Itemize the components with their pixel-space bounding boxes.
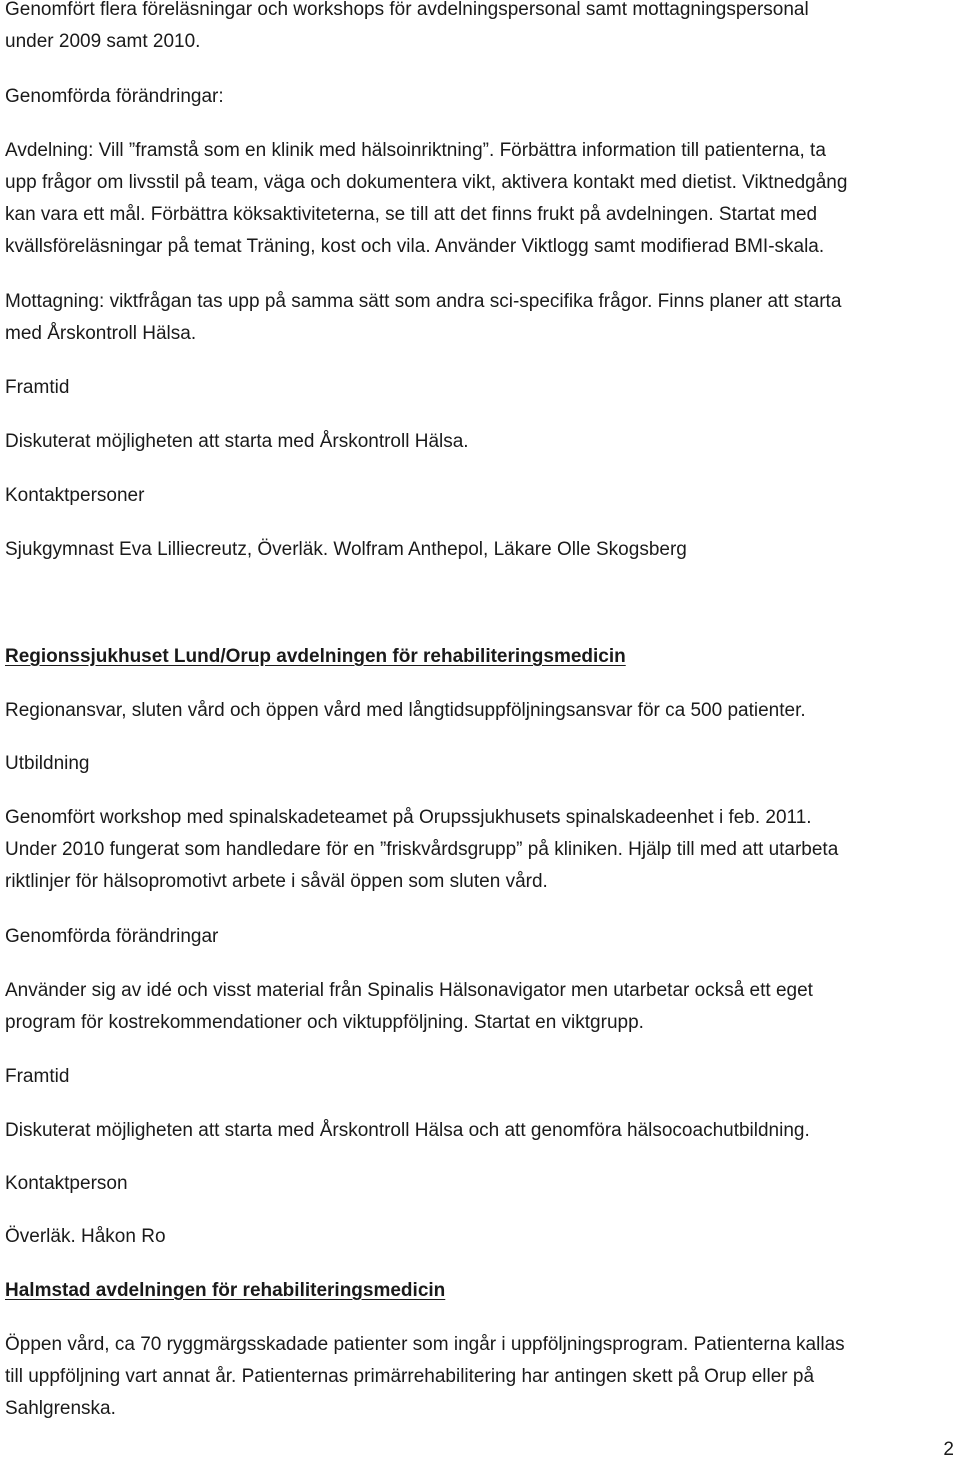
- lund-changes-heading: Genomförda förändringar: [5, 926, 219, 947]
- reception-line-2: med Årskontroll Hälsa.: [5, 323, 197, 344]
- education-line-2: Under 2010 fungerat som handledare för en ”friskvårdsgrupp” på kliniken. Hjälp till med att utarbeta: [5, 839, 839, 860]
- changes-heading: Genomförda förändringar:: [5, 86, 224, 107]
- halmstad-line-2: till uppföljning vart annat år. Patienternas primärrehabilitering har antingen skett på Orup eller på: [5, 1366, 815, 1387]
- page-number: 2: [943, 1439, 954, 1460]
- section-title-halmstad: Halmstad avdelningen för rehabiliteringsmedicin: [5, 1280, 446, 1301]
- intro-line-2: under 2009 samt 2010.: [5, 31, 201, 52]
- lund-intro: Regionansvar, sluten vård och öppen vård med långtidsuppföljningsansvar för ca 500 patienter.: [5, 700, 806, 721]
- education-line-3: riktlinjer för hälsopromotivt arbete i såväl öppen som sluten vård.: [5, 871, 548, 892]
- changes-line-3: kan vara ett mål. Förbättra köksaktiviteterna, se till att det finns frukt på avdelningen. Startat med: [5, 204, 818, 225]
- lund-future-heading: Framtid: [5, 1066, 70, 1087]
- changes-line-2: upp frågor om livsstil på team, väga och dokumentera vikt, aktivera kontakt med dietist. Viktnedgång: [5, 172, 848, 193]
- changes-line-4: kvällsföreläsningar på temat Träning, kost och vila. Använder Viktlogg samt modifierad BMI-skala.: [5, 236, 825, 257]
- lund-contact-text: Överläk. Håkon Ro: [5, 1226, 166, 1247]
- future-heading: Framtid: [5, 377, 70, 398]
- future-text: Diskuterat möjligheten att starta med Årskontroll Hälsa.: [5, 431, 469, 452]
- intro-line-1: Genomfört flera föreläsningar och workshops för avdelningspersonal samt mottagningspersonal: [5, 0, 809, 20]
- contacts-text: Sjukgymnast Eva Lilliecreutz, Överläk. Wolfram Anthepol, Läkare Olle Skogsberg: [5, 539, 687, 560]
- lund-changes-line-1: Använder sig av idé och visst material från Spinalis Hälsonavigator men utarbetar också ett eget: [5, 980, 813, 1001]
- education-heading: Utbildning: [5, 753, 90, 774]
- section-title-lund-orup: Regionssjukhuset Lund/Orup avdelningen för rehabiliteringsmedicin: [5, 646, 626, 667]
- reception-line-1: Mottagning: viktfrågan tas upp på samma sätt som andra sci-specifika frågor. Finns planer att starta: [5, 291, 842, 312]
- halmstad-line-1: Öppen vård, ca 70 ryggmärgsskadade patienter som ingår i uppföljningsprogram. Patienterna kallas: [5, 1334, 845, 1355]
- halmstad-line-3: Sahlgrenska.: [5, 1398, 116, 1419]
- lund-future-text: Diskuterat möjligheten att starta med Årskontroll Hälsa och att genomföra hälsocoachutbildning.: [5, 1120, 810, 1141]
- changes-line-1: Avdelning: Vill ”framstå som en klinik med hälsoinriktning”. Förbättra information till patienterna, ta: [5, 140, 826, 161]
- lund-changes-line-2: program för kostrekommendationer och viktuppföljning. Startat en viktgrupp.: [5, 1012, 644, 1033]
- contacts-heading: Kontaktpersoner: [5, 485, 145, 506]
- education-line-1: Genomfört workshop med spinalskadeteamet på Orupssjukhusets spinalskadeenhet i feb. 2011.: [5, 807, 812, 828]
- lund-contact-heading: Kontaktperson: [5, 1173, 128, 1194]
